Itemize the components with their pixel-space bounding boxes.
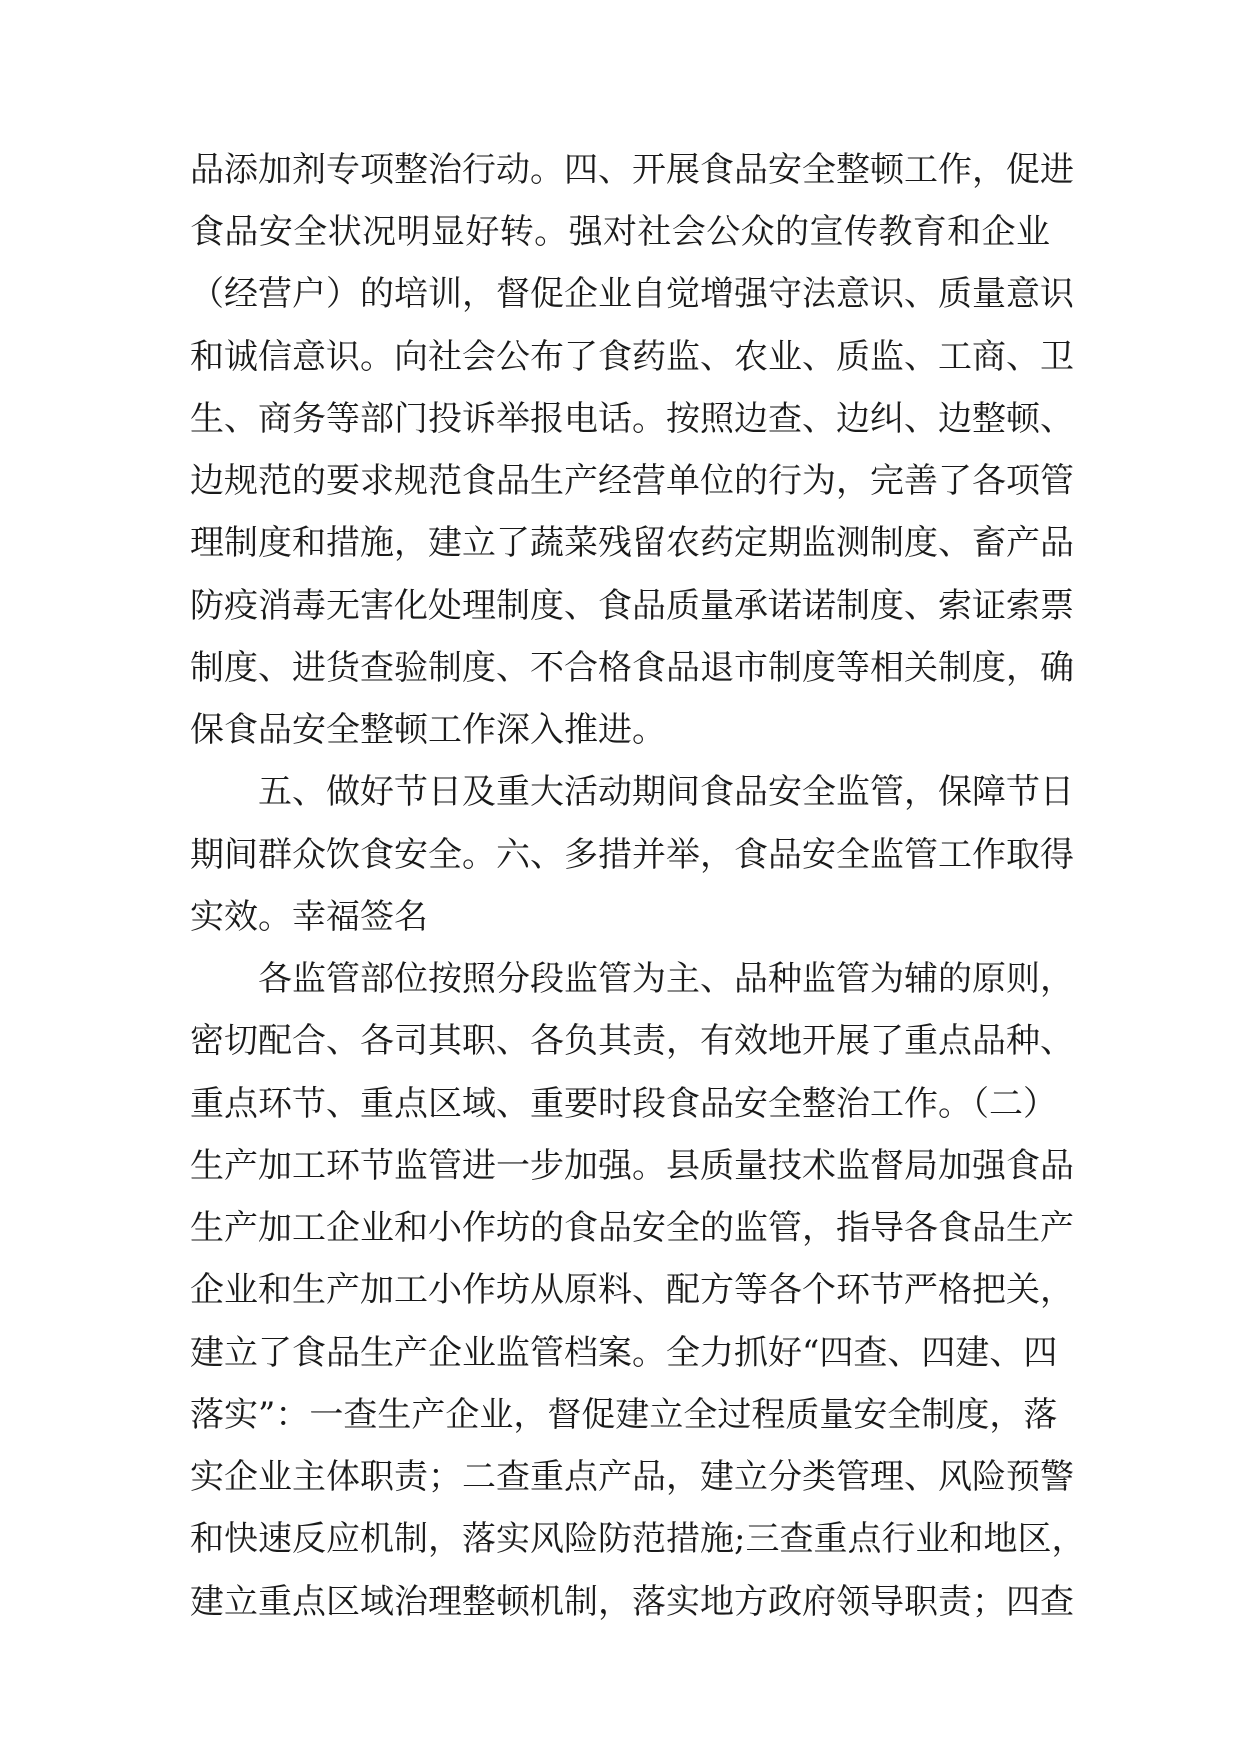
- text-line: 建立了食品生产企业监管档案。全力抓好“四查、四建、四: [190, 1333, 1058, 1373]
- text-line: （经营户）的培训，督促企业自觉增强守法意识、质量意识: [190, 274, 1074, 314]
- text-line: 理制度和措施，建立了蔬菜残留农药定期监测制度、畜产品: [190, 523, 1074, 563]
- text-line: 制度、进货查验制度、不合格食品退市制度等相关制度，确: [190, 648, 1074, 688]
- text-line: 防疫消毒无害化处理制度、食品质量承诺诺制度、索证索票: [190, 586, 1074, 626]
- text-line: 和快速反应机制，落实风险防范措施;三查重点行业和地区，: [190, 1519, 1086, 1559]
- text-line: 建立重点区域治理整顿机制，落实地方政府领导职责；四查: [190, 1582, 1074, 1622]
- text-line: 品添加剂专项整治行动。四、开展食品安全整顿工作，促进: [190, 150, 1074, 190]
- text-line: 重点环节、重点区域、重要时段食品安全整治工作。（二）: [190, 1084, 1057, 1124]
- paragraph-first-line: 五、做好节日及重大活动期间食品安全监管，保障节日: [258, 772, 1074, 812]
- text-line: 边规范的要求规范食品生产经营单位的行为，完善了各项管: [190, 461, 1074, 501]
- text-line: 生、商务等部门投诉举报电话。按照边查、边纠、边整顿、: [190, 399, 1074, 439]
- text-line: 和诚信意识。向社会公布了食药监、农业、质监、工商、卫: [190, 337, 1074, 377]
- text-line: 密切配合、各司其职、各负其责，有效地开展了重点品种、: [190, 1021, 1074, 1061]
- paragraph-end-line: 保食品安全整顿工作深入推进。: [190, 710, 666, 750]
- text-line: 实企业主体职责；二查重点产品，建立分类管理、风险预警: [190, 1457, 1074, 1497]
- paragraph-end-line: 实效。幸福签名: [190, 897, 428, 937]
- text-line: 落实”：一查生产企业，督促建立全过程质量安全制度，落: [190, 1395, 1058, 1435]
- text-line: 生产加工环节监管进一步加强。县质量技术监督局加强食品: [190, 1146, 1074, 1186]
- text-line: 生产加工企业和小作坊的食品安全的监管，指导各食品生产: [190, 1208, 1074, 1248]
- text-line: 期间群众饮食安全。六、多措并举，食品安全监管工作取得: [190, 835, 1074, 875]
- text-line: 企业和生产加工小作坊从原料、配方等各个环节严格把关，: [190, 1270, 1074, 1310]
- paragraph-first-line: 各监管部位按照分段监管为主、品种监管为辅的原则，: [258, 959, 1074, 999]
- text-line: 食品安全状况明显好转。强对社会公众的宣传教育和企业: [190, 212, 1050, 252]
